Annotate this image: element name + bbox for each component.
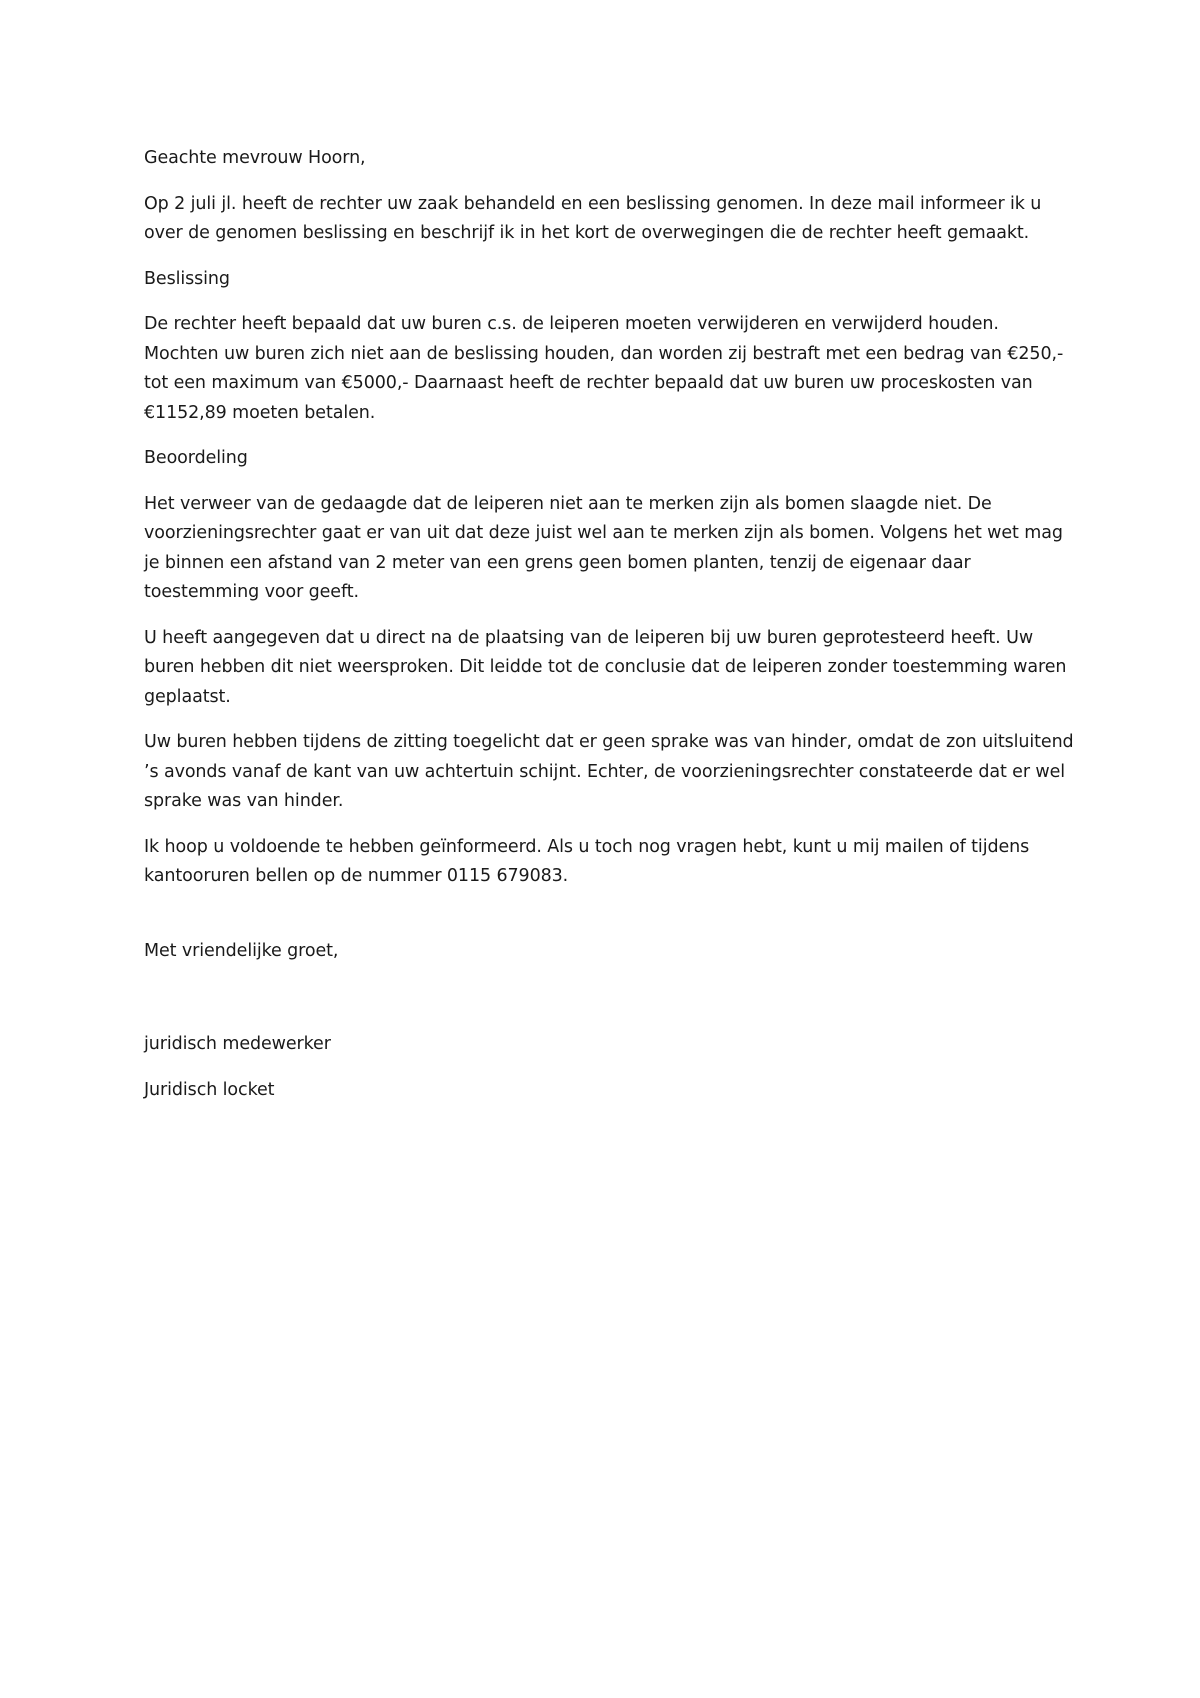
salutation: Geachte mevrouw Hoorn, bbox=[144, 148, 366, 168]
signature-org: Juridisch locket bbox=[144, 1079, 275, 1100]
assessment-paragraph-3: Uw buren hebben tijdens de zitting toegelicht dat er geen sprake was van hinder, omdat de zon uitsluitend ’s avonds vanaf de kant van uw achtertuin schijnt. Echter, de voorzieningsrechter constateerde dat er wel sprake was van hinder. bbox=[144, 732, 1074, 811]
intro-paragraph: Op 2 juli jl. heeft de rechter uw zaak behandeld en een beslissing genomen. In deze mail informeer ik u over de genomen beslissing en beschrijf ik in het kort de overwegingen die de rechter heeft gemaakt. bbox=[144, 193, 1042, 243]
assessment-paragraph-2: U heeft aangegeven dat u direct na de plaatsing van de leiperen bij uw buren geprotesteerd heeft. Uw buren hebben dit niet weersproken. Dit leidde tot de conclusie dat de leiperen zonder toestemming waren geplaatst. bbox=[144, 627, 1067, 707]
decision-paragraph: De rechter heeft bepaald dat uw buren c.s. de leiperen moeten verwijderen en verwijderd houden. Mochten uw buren zich niet aan de beslissing houden, dan worden zij bestraft met een bedrag van €250,- tot een maximum van €5000,- Daarnaast heeft de rechter bepaald dat uw buren uw proceskosten van €1152,89 moeten betalen. bbox=[144, 314, 1064, 423]
signature-role: juridisch medewerker bbox=[144, 1034, 331, 1054]
heading-assessment: Beoordeling bbox=[144, 448, 248, 468]
assessment-paragraph-1: Het verweer van de gedaagde dat de leiperen niet aan te merken zijn als bomen slaagde niet. De voorzieningsrechter gaat er van uit dat deze juist wel aan te merken zijn als bomen. Volgens het wet mag je binnen een afstand van 2 meter van een grens geen bomen planten, tenzij de eigenaar daar toestemming voor geeft. bbox=[144, 493, 1063, 602]
letter-body bbox=[144, 144, 1074, 1105]
heading-decision: Beslissing bbox=[144, 268, 230, 289]
greeting: Met vriendelijke groet, bbox=[144, 940, 339, 961]
closing-paragraph: Ik hoop u voldoende te hebben geïnformeerd. Als u toch nog vragen hebt, kunt u mij mailen of tijdens kantooruren bellen op de nummer 0115 679083. bbox=[144, 836, 1030, 886]
